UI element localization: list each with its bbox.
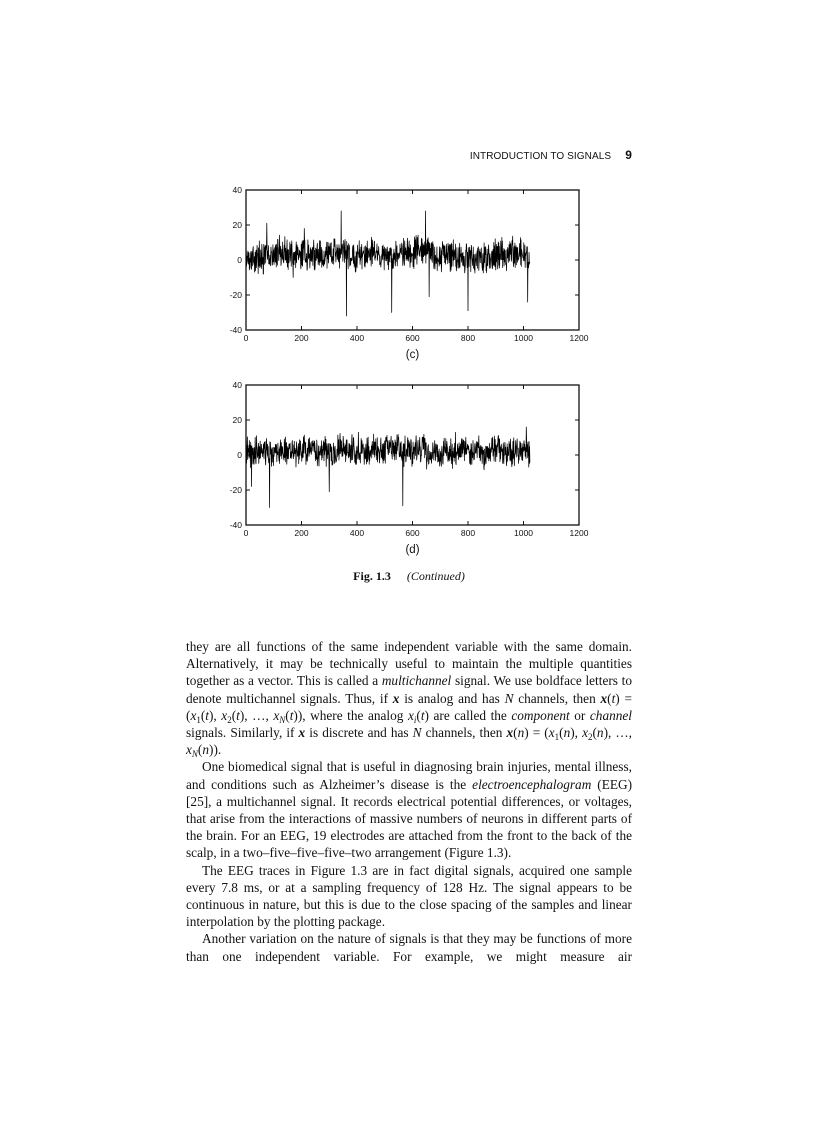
x-tick-label: 400 — [349, 528, 365, 538]
eeg-plot-c — [222, 186, 594, 374]
figure-caption — [186, 569, 632, 584]
x-tick-label: 600 — [405, 528, 420, 538]
subfigure-label: (c) — [405, 349, 420, 361]
x-tick-label: 0 — [243, 528, 249, 538]
body-text — [186, 638, 632, 965]
x-tick-label: 400 — [349, 333, 365, 343]
signal-trace — [246, 427, 530, 508]
x-tick-label: 1000 — [514, 333, 533, 343]
running-head-title: INTRODUCTION TO SIGNALS — [469, 151, 612, 162]
y-tick-label: -20 — [229, 290, 242, 300]
subfigure-label: (d) — [405, 544, 420, 556]
y-tick-label: 40 — [232, 380, 242, 390]
x-tick-label: 800 — [460, 528, 476, 538]
x-tick-label: 0 — [243, 333, 249, 343]
y-tick-label: -40 — [229, 520, 242, 530]
page-number: 9 — [625, 148, 632, 162]
y-tick-label: -20 — [229, 485, 242, 495]
y-tick-label: 20 — [232, 415, 242, 425]
x-tick-label: 1200 — [569, 333, 589, 343]
y-tick-label: 20 — [232, 220, 242, 230]
x-tick-label: 600 — [405, 333, 420, 343]
x-tick-label: 800 — [460, 333, 476, 343]
x-tick-label: 200 — [294, 333, 309, 343]
x-tick-label: 1000 — [514, 528, 533, 538]
figure-continued: (Continued) — [406, 569, 465, 583]
paragraph-3: The EEG traces in Figure 1.3 are in fact digital signals, acquired one sample every 7.8 ms, or at a sampling frequency of 128 Hz. The signal appears to be continuous in nature, but this is due to the close spacing of the samples and linear interpolation by the plotting package. — [186, 862, 632, 930]
paragraph-4: Another variation on the nature of signals is that they may be functions of more than one independent variable. For example, we might measure air — [186, 931, 632, 964]
y-tick-label: 0 — [237, 450, 242, 460]
running-head — [186, 148, 632, 162]
y-tick-label: -40 — [229, 325, 242, 335]
x-tick-label: 200 — [294, 528, 309, 538]
y-tick-label: 0 — [237, 255, 242, 265]
y-tick-label: 40 — [232, 185, 242, 195]
paragraph-2: One biomedical signal that is useful in diagnosing brain injuries, mental illness, and conditions such as Alzheimer’s disease is the electroencephalogram (EEG) [25], a multichannel signal. It records electrical potential differences, or voltages, that arise from the interactions of massive numbers of neurons in different parts of the brain. For an EEG, 19 electrodes are attached from the front to the back of the scalp, in a two–five–five–five–two arrangement (Figure 1.3). — [186, 759, 632, 861]
figure-label: Fig. 1.3 — [353, 569, 391, 583]
signal-trace — [246, 211, 530, 316]
eeg-plot-d — [222, 381, 594, 569]
paragraph-1: they are all functions of the same independent variable with the same domain. Alternatively, it may be technically useful to maintain the multiple quantities together as a vector. This is called a multichannel signal. We use boldface letters to denote multichannel signals. Thus, if x is analog and has N channels, then $x(t) = (x_1(t)$, $x_2(t)$, …, $x_N(t)$), where the analog $x_i(t)$ are called the component or channel signals. Similarly, if x is discrete and has N channels, then $x(n) = (x_1(n)$, $x_2(n)$, …, $x_N(n)$). — [186, 639, 633, 760]
x-tick-label: 1200 — [569, 528, 589, 538]
